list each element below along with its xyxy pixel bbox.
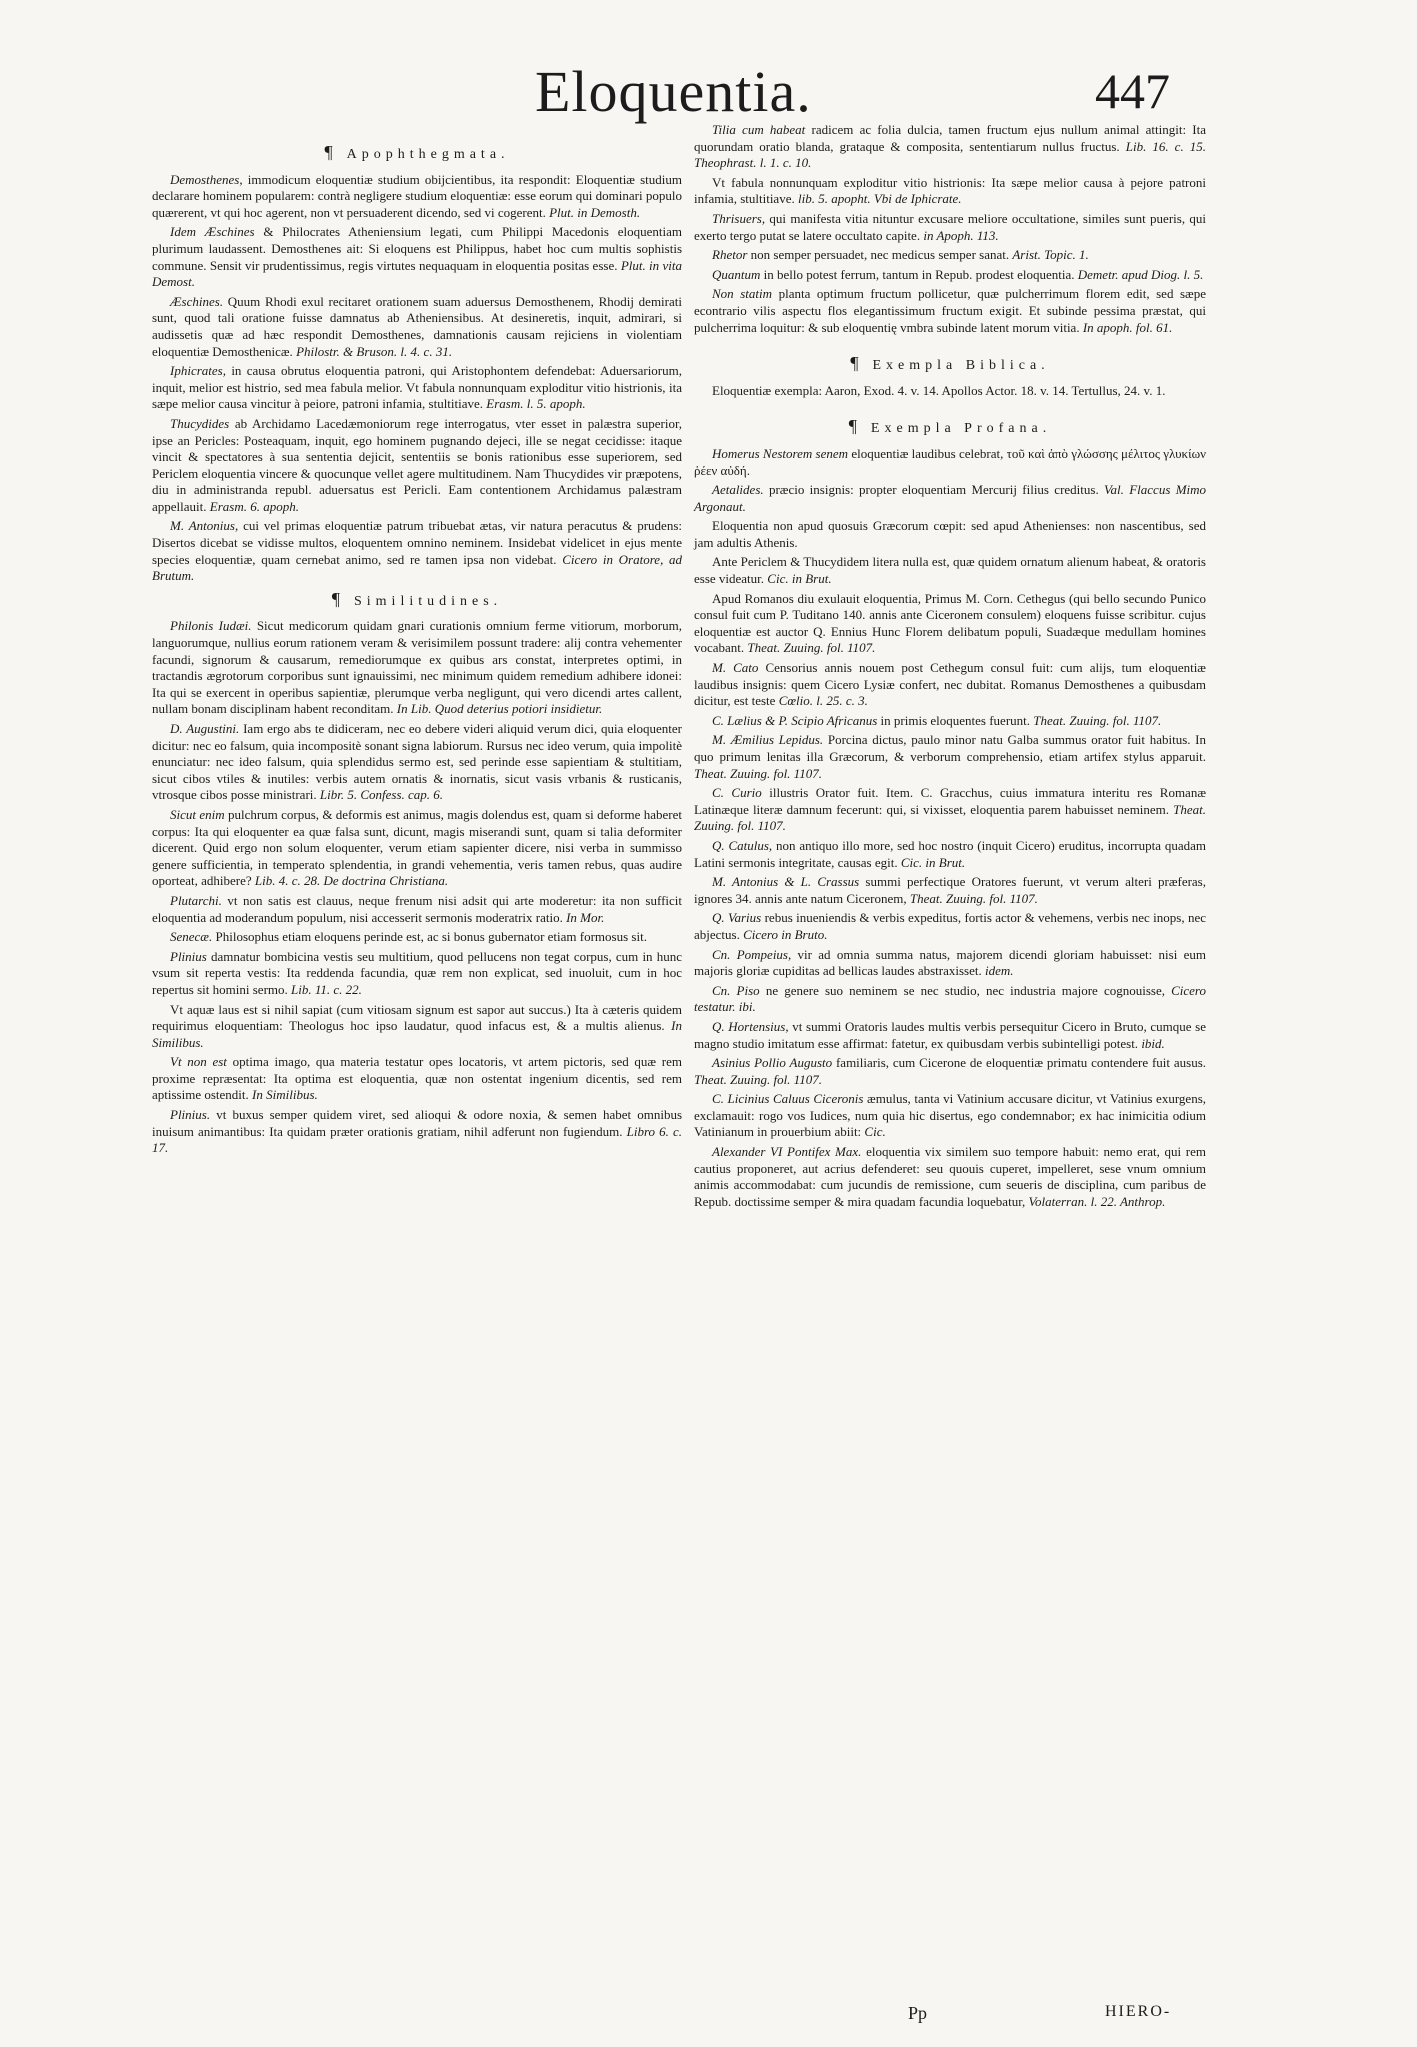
signature-mark: Pp <box>908 2003 928 2023</box>
paragraph-mark-icon: ¶ <box>850 353 859 374</box>
entry-lead: Q. Hortensius, <box>712 1018 789 1034</box>
entry-text: in primis eloquentes fuerunt. <box>880 712 1031 728</box>
entry-text: familiaris, cum Cicerone de eloquentiæ primatu contendere fuit ausus. <box>835 1055 1207 1071</box>
entry-text: Quum Rhodi exul recitaret orationem suam aduersus Demosthenem, Rhodij demirati sunt, quod tali oratione fuisse damnatus ab Atheniensibus. At desineretis, inquit, admirari, si audissetis quæ ad hæc respondit Demosthenes, damnationis causam rejiciens in violentiam eloquentiæ Demosthenicæ. <box>152 293 682 359</box>
entry-paragraph <box>694 1091 1206 1141</box>
entry-lead: Thucydides <box>170 415 230 431</box>
entry-citation: Theat. Zuuing. fol. 1107. <box>694 765 822 781</box>
entry-text: radicem ac folia dulcia, tamen fructum ejus nullum animal attingit: Ita quorundam oratio blanda, grataque & composita, sententiarum nullus fructus. <box>694 122 1206 154</box>
biblica-list <box>694 383 1206 400</box>
entry-text: Porcina dictus, paulo minor natu Galba summus orator fuit habitus. In quo primum lenitas illa Græcorum, & verborum comprehensio, etiam artifex stylus apparuit. <box>694 732 1207 764</box>
entry-citation: Lib. 4. c. 28. De doctrina Christiana. <box>254 873 449 889</box>
paragraph-mark-icon: ¶ <box>324 142 333 162</box>
entry-text: Censorius annis nouem post Cethegum consul fuit: cum alijs, tum eloquentiæ laudibus insignis: quem Cicero Lysiæ confert, nec dubitat. Romanus Demosthenes a quibusdam dicitur, est teste <box>694 660 1206 709</box>
entry-paragraph <box>694 983 1206 1016</box>
profana-list <box>694 446 1206 1211</box>
entry-lead: Asinius Pollio Augusto <box>712 1055 833 1071</box>
similitudines-list <box>152 618 682 1156</box>
paragraph-mark-icon: ¶ <box>331 588 340 609</box>
entry-paragraph <box>152 1107 682 1157</box>
entry-lead: Tilia cum habeat <box>712 122 806 137</box>
entry-text: ne genere suo neminem se nec studio, nec industria majore cognouisse, <box>765 982 1165 998</box>
entry-paragraph <box>152 224 682 290</box>
entry-paragraph <box>694 732 1206 782</box>
entry-text: rebus inueniendis & verbis expeditus, fortis actor & vehemens, verbis nec inops, nec abjectus. <box>694 910 1206 942</box>
entry-text: Ante Periclem & Thucydidem litera nulla est, quæ quidem ornatum alienum habeat, & oratoris esse videatur. <box>694 554 1206 587</box>
paragraph-mark-icon: ¶ <box>848 416 857 437</box>
entry-lead: Iphicrates, <box>170 363 226 379</box>
entry-text: non semper persuadet, nec medicus semper sanat. <box>750 247 1010 263</box>
entry-citation: Plut. in vita Demost. <box>152 257 682 290</box>
entry-paragraph <box>152 721 682 804</box>
entry-paragraph <box>152 1054 682 1104</box>
entry-citation: In Similibus. <box>252 1087 318 1103</box>
entry-citation: In Lib. Quod deterius potiori insidietur. <box>396 701 603 717</box>
entry-paragraph <box>694 383 1206 400</box>
entry-paragraph <box>152 1002 682 1052</box>
entry-paragraph <box>694 518 1206 551</box>
page-title: Eloquentia. <box>535 59 812 124</box>
entry-paragraph <box>694 247 1206 264</box>
entry-paragraph <box>694 910 1206 943</box>
entry-lead: M. Æmilius Lepidus. <box>712 732 824 748</box>
entry-paragraph <box>152 893 682 926</box>
entry-text: pulchrum corpus, & deformis est animus, magis dolendus est, quam si deforme haberet corpus: Ita qui eloquenter ea quæ falsa sunt, dicunt, magis miserandi sunt, quam si talia deformiter dicerent. Quid ergo non solum eloquenter, verum etiam sapienter dicere, nisi verba in summisso genere sufficientia, in temperato splendentia, in grandi vehementia, veris tamen rebus, quas audire oporteat, adhibere? <box>152 806 683 889</box>
entry-lead: Plinius. <box>170 1107 211 1123</box>
entry-lead: Plinius <box>170 948 207 964</box>
entry-paragraph <box>694 211 1206 244</box>
entry-paragraph <box>694 947 1206 980</box>
entry-text: & Philocrates Atheniensium legati, cum Philippi Macedonis eloquentiam plurimum laudassent. Demosthenes ait: Si eloquens est Philippus, habet hoc cum multis sophistis commune. Sensit vir prudentissimus, regis virtutes nequaquam in eloquentia positas esse. <box>152 224 682 273</box>
entry-citation: in Apoph. 113. <box>923 227 999 243</box>
entry-citation: Val. Flaccus Mimo Argonaut. <box>694 482 1207 514</box>
entry-citation: Cic. <box>864 1124 886 1140</box>
entry-lead: C. Lælius & P. Scipio Africanus <box>712 712 878 728</box>
entry-paragraph <box>152 518 682 584</box>
entry-lead: M. Cato <box>712 660 759 676</box>
entry-lead: Vt non est <box>170 1054 227 1070</box>
page-number: 447 <box>1095 63 1170 119</box>
entry-paragraph <box>152 929 682 946</box>
entry-paragraph <box>694 175 1206 208</box>
entry-paragraph <box>694 660 1206 710</box>
entry-paragraph <box>694 1144 1206 1210</box>
entry-lead: Æschines. <box>170 293 224 309</box>
entry-lead: Rhetor <box>712 247 748 263</box>
entry-text: planta optimum fructum pollicetur, quæ pulcherrimum florem edit, sed sæpe econtrario vilis aspectu flos elegantissimum fructum exigit. Et subinde pessima præstat, qui pulcherrima loquitur: & sub eloquentię vmbra subinde latent morum vitia. <box>694 286 1207 335</box>
entry-lead: C. Curio <box>712 785 762 801</box>
entry-paragraph <box>152 618 682 718</box>
entry-text: vir ad omnia summa natus, majorem dicendi gloriam habuisset: nisi eum majoris gloriæ cupiditas ad bellicas laudes abstraxisset. <box>694 946 1206 979</box>
entry-lead: Homerus Nestorem senem <box>712 445 849 461</box>
entry-text: in causa obrutus eloquentia patroni, qui Aristophontem defendebat: Aduersariorum, inquit, melior est histrio, sed mea fabula melior. Vt fabula nonnunquam exploditur vitio histrionis, ita sæpe melior causa vincitur à peiore, patroni infamia, stultitiave. <box>152 363 682 412</box>
section-heading-similitudines: ¶ Similitudines. <box>331 588 503 609</box>
entry-lead: Q. Catulus, <box>712 837 773 853</box>
entry-lead: Q. Varius <box>712 910 762 926</box>
entry-text: non antiquo illo more, sed hoc nostro (inquit Cicero) eruditus, incorrupta quadam Latini sermonis integritate, causas egit. <box>694 837 1206 870</box>
entry-paragraph <box>152 416 682 516</box>
entry-lead: M. Antonius & L. Crassus <box>712 874 860 890</box>
entry-paragraph <box>694 591 1206 657</box>
left-column <box>152 138 682 1160</box>
entry-citation: Philostr. & Bruson. l. 4. c. 31. <box>296 343 453 359</box>
entry-paragraph <box>152 294 682 360</box>
catchword: HIERO- <box>1105 2003 1172 2020</box>
entry-lead: Cn. Pompeius, <box>712 946 792 962</box>
entry-citation: In apoph. fol. 61. <box>1082 319 1173 335</box>
entry-citation: Erasm. 6. apoph. <box>209 498 299 514</box>
entry-text: summi perfectique Oratores fuerunt, vt verum alteri præferas, ignores 34. annis ante natum Ciceronem, <box>694 874 1206 906</box>
entry-text: Vt aquæ laus est si nihil sapiat (cum vitiosam signum est sapor aut succus.) Ita à cæteris quidem requirimus eloquentiam: Theologus hoc ipso laudatur, quod infacus est, & a multis alienus. <box>152 1001 682 1034</box>
entry-citation: Cicero in Bruto. <box>743 926 828 942</box>
entry-citation: lib. 5. apopht. Vbi de Iphicrate. <box>797 191 962 207</box>
entry-citation: Cœlio. l. 25. c. 3. <box>778 693 868 709</box>
entry-text: immodicum eloquentiæ studium obijcientibus, ita respondit: Eloquentiæ studium declarare hominem popularem: contrà negligere studium eloquentiæ: esse eorum qui dominari populo quærerent, vt qui hoc agerent, non vt persuaderent dicendo, sed vi cogerent. <box>152 171 683 220</box>
entry-paragraph <box>694 122 1206 172</box>
entry-paragraph <box>152 172 682 222</box>
entry-lead: Senecæ. <box>170 929 213 945</box>
entry-lead: M. Antonius, <box>170 518 239 534</box>
entry-text: præcio insignis: propter eloquentiam Mercurij filius creditus. <box>768 482 1099 498</box>
section-heading-biblica: ¶ Exempla Biblica. <box>850 353 1050 374</box>
entry-citation: Arist. Topic. 1. <box>1012 247 1089 263</box>
entry-paragraph <box>694 838 1206 871</box>
entry-citation: Erasm. l. 5. apoph. <box>486 396 586 412</box>
entry-paragraph <box>694 713 1206 730</box>
section-heading-apophthegmata: ¶ Apophthegmata. <box>324 142 510 162</box>
entry-citation: Demetr. apud Diog. l. 5. <box>1077 266 1204 282</box>
entry-citation: Theat. Zuuing. fol. 1107. <box>747 640 876 656</box>
entry-text: damnatur bombicina vestis seu multitium, quod pellucens non tegat corpus, cum in hunc vsum sit reperta vestis: Ita reddenda facundia, quæ rem non explicat, sed inuoluit, cum in hoc repertus sit homini sermo. <box>152 948 682 997</box>
entry-lead: C. Licinius Caluus Ciceronis <box>712 1091 864 1107</box>
entry-citation: Theat. Zuuing. fol. 1107. <box>694 801 1206 834</box>
entry-lead: Alexander VI Pontifex Max. <box>712 1144 862 1160</box>
entry-paragraph <box>694 267 1206 284</box>
entry-paragraph <box>694 554 1206 587</box>
entry-text: cui vel primas eloquentiæ patrum tribuebat ætas, vir natura peracutus & prudens: Disertos dicebat se vidisse multos, eloquentem omnino neminem. Insidebat videlicet in ejus mente species eloquentiæ, quam cernebat animo, sed re tamen ipsa non videbat. <box>152 518 682 567</box>
entry-lead: Non statim <box>712 286 773 302</box>
similitudines-continued-list <box>694 122 1206 336</box>
entry-citation: Theat. Zuuing. fol. 1107. <box>909 890 1038 906</box>
entry-citation: Cicero testatur. ibi. <box>694 982 1207 1015</box>
entry-text: Eloquentia non apud quosuis Græcorum cœpit: sed apud Athenienses: non nascentibus, sed jam adultis Athenis. <box>694 518 1206 550</box>
entry-lead: Idem Æschines <box>170 224 255 240</box>
entry-text: ab Archidamo Lacedæmoniorum rege interrogatus, vter esset in palæstra superior, ipse an Pericles: Posteaquam, inquit, ego hominem pugnando dejeci, ille se negat cecidisse: itaque vincit & spectatores à sua sententia dejicit, sententiis se bonis rationibus esse superiorem, sed Periclem eloquentia vincere & quocunque vellet agere multitudinem. Nam Thucydides vir præpotens, diu in administranda republ. aduersatus est Pericli. Eam contentionem Archidamus palæstram appellauit. <box>152 415 683 514</box>
entry-paragraph <box>694 874 1206 907</box>
entry-citation: Lib. 16. c. 15. Theophrast. l. 1. c. 10. <box>694 138 1206 171</box>
entry-citation: Lib. 11. c. 22. <box>291 981 362 997</box>
entry-text: Apud Romanos diu exulauit eloquentia, Primus M. Corn. Cethegus (qui bello secundo Punico consul fuit cum P. Tuditano 140. annis ante Ciceronem consulem) eloquens fuisse scribitur. cujus eloquentiæ est auctor Q. Ennius Hunc Florem delibatum populi, Suadæque medullam homines vocabant. <box>694 590 1206 656</box>
entry-citation: ibid. <box>1141 1035 1165 1051</box>
entry-text: vt non satis est clauus, neque frenum nisi adsit qui arte moderetur: ita non sufficit eloquentia ad moderandum populum, nisi accesserit sermonis moderatrix ratio. <box>152 892 683 925</box>
entry-paragraph <box>694 482 1206 515</box>
entry-text: Vt fabula nonnunquam exploditur vitio histrionis: Ita sæpe melior causa à pejore patroni infamia, stultitiave. <box>694 174 1206 207</box>
entry-text: Iam ergo abs te didiceram, nec eo debere videri aliquid verum dici, quia eloquenter dicitur: nec eo falsum, quia incompositè sonant signa labiorum. Rursus nec ideo verum, quia impolitè enunciatur: nec ideo falsum, quia splendidus sermo est, sed perinde esse sapientiam & stultitiam, sicut cibos vtiles & inutiles: verbis autem ornatis & inornatis, sicut vasis vrbanis & rusticanis, vtrosque cibos posse ministrari. <box>152 721 682 803</box>
entry-citation: Theat. Zuuing. fol. 1107. <box>1033 712 1162 728</box>
entry-citation: In Similibus. <box>152 1018 683 1050</box>
section-heading-profana: ¶ Exempla Profana. <box>848 416 1052 437</box>
entry-lead: Philonis Iudæi. <box>170 618 252 634</box>
entry-citation: Cic. in Brut. <box>767 571 832 587</box>
entry-lead: Cn. Piso <box>712 982 760 998</box>
entry-text: vt buxus semper quidem viret, sed alioqui & odore noxia, & semen habet omnibus inuisum animantibus: Ita quidam præter orationis gratiam, nihil adferunt non fugiendum. <box>152 1107 683 1139</box>
entry-paragraph <box>152 949 682 999</box>
entry-text: qui manifesta vitia nituntur excusare meliore occultatione, similes sunt pueris, qui exerto tergo putat se latere occultato capite. <box>694 210 1206 243</box>
entry-citation: Libro 6. c. 17. <box>152 1123 682 1156</box>
entry-paragraph <box>694 286 1206 336</box>
entry-citation: Volaterran. l. 22. Anthrop. <box>1028 1193 1166 1209</box>
entry-citation: Cic. in Brut. <box>900 854 966 870</box>
entry-text: optima imago, qua materia testatur opes locatoris, vt artem pictoris, sed quæ rem proxime repræsentat: Ita optima est eloquentia, quæ non ostentat ingenium dicentis, sed rem aptissime ostendit. <box>152 1054 683 1103</box>
entry-text: eloquentiæ laudibus celebrat, τοῦ καὶ ἀπὸ γλώσσης μέλιτος γλυκίων ῥέεν αὐδή. <box>694 445 1207 478</box>
entry-paragraph <box>694 1019 1206 1052</box>
entry-citation: idem. <box>985 963 1014 979</box>
entry-text: æmulus, tanta vi Vatinium accusare dicitur, vt Vatinius exurgens, exclamauit: rogo vos Iudices, num quia hic disertus, ego condemnabor; ex hac inimicitia odium Vatinianum in prouerbium abiit: <box>694 1091 1207 1140</box>
entry-paragraph <box>152 807 682 890</box>
entry-text: eloquentia vix similem suo tempore habuit: nemo erat, qui rem cautius proponeret, aut acrius defenderet: seu quouis cuperet, impelleret, sese vnum omnium animis accommodabat: cum jucundis de remissione, cum seueris de disciplina, cum paribus de Repub. doctissime semper & mira quadam facundia loquebatur, <box>694 1144 1207 1209</box>
entry-text: illustris Orator fuit. Item. C. Gracchus, cuius immatura interitu res Romanæ Latinæque literæ damnum fecerunt: qui, si vixisset, eloquentia parem habuisset neminem. <box>694 785 1206 817</box>
entry-paragraph <box>694 446 1206 479</box>
entry-citation: Theat. Zuuing. fol. 1107. <box>694 1071 822 1087</box>
right-column <box>694 122 1206 1213</box>
entry-lead: Thrisuers, <box>712 210 766 226</box>
entry-paragraph <box>694 1055 1206 1088</box>
entry-lead: Sicut enim <box>170 806 225 822</box>
entry-text: Sicut medicorum quidam gnari curationis omnium ferme vitiorum, morborum, languorumque, nullius eorum rationem veram & verisimilem possunt tradere: alij contra vehementer facundi, signorum & causarum, remediorumque ex quibus ars constat, interpretes optimi, in tractandis ægrotorum corporibus sunt ignauissimi, nec minimum quidem remedium adhibere idonei: Ita qui se exercent in operibus sapientiæ, plerumque verba negligunt, qui vero dicendi artes callent, nullam bonam disciplinam habent reconditam. <box>152 618 683 717</box>
entry-text: Philosophus etiam eloquens perinde est, ac si bonus gubernator etiam formosus sit. <box>215 929 647 945</box>
entry-citation: Libr. 5. Confess. cap. 6. <box>319 787 444 803</box>
apophthegmata-list <box>152 172 682 585</box>
entry-citation: Plut. in Demosth. <box>549 204 641 220</box>
entry-citation: In Mor. <box>566 909 605 925</box>
entry-lead: Quantum <box>712 266 761 282</box>
entry-lead: Plutarchi. <box>170 892 222 908</box>
entry-text: Eloquentiæ exempla: Aaron, Exod. 4. v. 14. Apollos Actor. 18. v. 14. Tertullus, 24. v. 1. <box>712 382 1166 398</box>
entry-text: vt summi Oratoris laudes multis verbis persequitur Cicero in Bruto, cumque se magno studio imitatum esse affirmat: fatetur, ex quibusdam verbis subintelligi potest. <box>694 1018 1207 1051</box>
entry-paragraph <box>152 363 682 413</box>
entry-lead: Demosthenes, <box>170 171 243 187</box>
entry-lead: Aetalides. <box>712 482 764 498</box>
entry-paragraph <box>694 785 1206 835</box>
entry-lead: D. Augustini. <box>170 721 240 736</box>
entry-text: in bello potest ferrum, tantum in Repub. prodest eloquentia. <box>763 266 1075 282</box>
entry-citation: Cicero in Oratore, ad Brutum. <box>152 551 683 584</box>
